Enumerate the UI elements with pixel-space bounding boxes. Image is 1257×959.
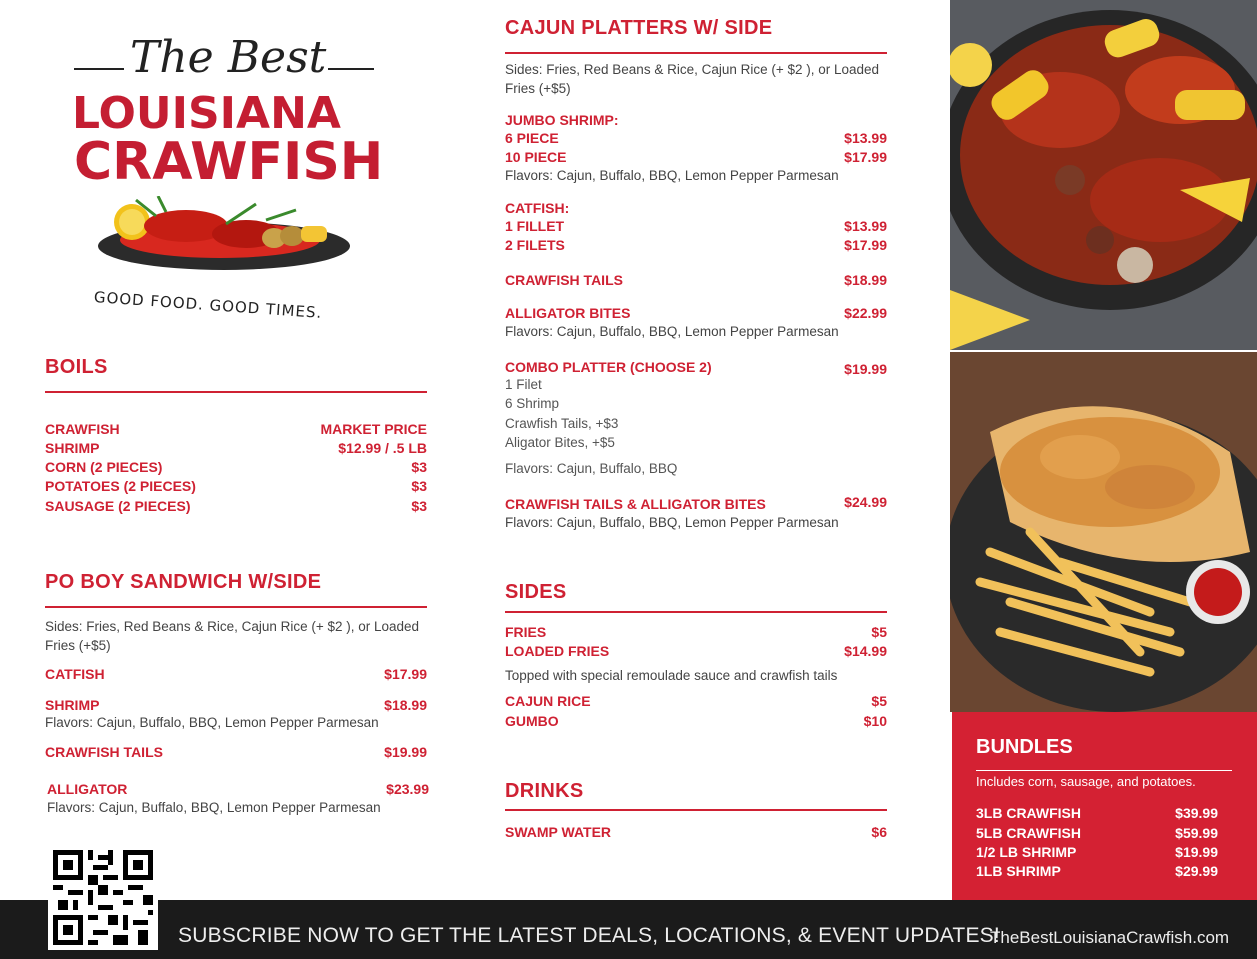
- poboy-item-name: CATFISH: [45, 666, 105, 682]
- bundles-subtitle: Includes corn, sausage, and potatoes.: [976, 774, 1196, 789]
- boils-item-name: CORN (2 PIECES): [45, 459, 163, 475]
- logo-line1: LOUISIANA: [72, 88, 341, 139]
- drinks-rule: [505, 809, 887, 811]
- catfish-row-name: 2 FILETS: [505, 237, 565, 253]
- sides-gumbo-price: $10: [863, 713, 887, 729]
- footer-bar: [0, 900, 1257, 959]
- platter-alligator-name: ALLIGATOR BITES: [505, 305, 631, 321]
- footer-website-link[interactable]: TheBestLouisianaCrawfish.com: [990, 928, 1230, 947]
- platter-crawfish-tails-name: CRAWFISH TAILS: [505, 272, 623, 288]
- poboy-title: PO BOY SANDWICH W/SIDE: [45, 571, 322, 593]
- catfish-row-price: $17.99: [844, 237, 887, 253]
- combo-platter-price: $19.99: [844, 361, 887, 377]
- po-boy-fries-photo: [950, 352, 1257, 712]
- jumbo-row-name: 6 PIECE: [505, 130, 559, 146]
- footer-subscribe-text: SUBSCRIBE NOW TO GET THE LATEST DEALS, LOCATIONS, & EVENT UPDATES!: [178, 924, 1000, 947]
- logo-rule-left: [74, 68, 124, 70]
- bundle-item-name: 5LB CRAWFISH: [976, 825, 1081, 841]
- sides-gumbo-name: GUMBO: [505, 713, 559, 729]
- boils-item-name: SAUSAGE (2 PIECES): [45, 498, 191, 514]
- poboy-item-note: Flavors: Cajun, Buffalo, BBQ, Lemon Pepper Parmesan: [45, 715, 379, 730]
- boils-item-name: CRAWFISH: [45, 421, 120, 437]
- boils-item-name: SHRIMP: [45, 440, 100, 456]
- bundle-item-name: 3LB CRAWFISH: [976, 805, 1081, 821]
- combo-option: 1 Filet: [505, 377, 542, 392]
- boils-item-price: $3: [411, 478, 427, 494]
- platters-sides: Sides: Fries, Red Beans & Rice, Cajun Rice (+ $2 ), or Loaded Fries (+$5): [505, 62, 880, 96]
- sides-fries-price: $5: [871, 624, 887, 640]
- boils-item-price: $3: [411, 459, 427, 475]
- jumbo-shrimp-header: JUMBO SHRIMP:: [505, 112, 619, 128]
- catfish-row-price: $13.99: [844, 218, 887, 234]
- bundles-title: BUNDLES: [976, 736, 1073, 758]
- crawfish-platter-illustration: [96, 196, 352, 278]
- poboy-item-price: $19.99: [384, 744, 427, 760]
- poboy-item-note: Flavors: Cajun, Buffalo, BBQ, Lemon Pepper Parmesan: [47, 800, 381, 815]
- catfish-header: CATFISH:: [505, 200, 570, 216]
- combo-platter-name: COMBO PLATTER (CHOOSE 2): [505, 359, 712, 375]
- jumbo-note: Flavors: Cajun, Buffalo, BBQ, Lemon Pepper Parmesan: [505, 168, 839, 183]
- bundles-panel: [952, 712, 1257, 900]
- logo-tagline: GOOD FOOD. GOOD TIMES.: [93, 288, 323, 322]
- boils-item-price: $12.99 / .5 LB: [338, 440, 427, 456]
- poboy-item-name: SHRIMP: [45, 697, 100, 713]
- sides-loaded-name: LOADED FRIES: [505, 643, 610, 659]
- poboy-item-price: $18.99: [384, 697, 427, 713]
- logo-line2: CRAWFISH: [74, 132, 384, 192]
- jumbo-row-price: $17.99: [844, 149, 887, 165]
- tails-gator-note: Flavors: Cajun, Buffalo, BBQ, Lemon Pepper Parmesan: [505, 515, 839, 530]
- drinks-item-price: $6: [871, 824, 887, 840]
- tails-gator-name: CRAWFISH TAILS & ALLIGATOR BITES: [505, 496, 766, 512]
- sides-rule: [505, 611, 887, 613]
- platter-alligator-price: $22.99: [844, 305, 887, 321]
- bundle-item-price: $29.99: [1175, 863, 1218, 879]
- catfish-row-name: 1 FILLET: [505, 218, 565, 234]
- platters-rule: [505, 52, 887, 54]
- bundle-item-name: 1LB SHRIMP: [976, 863, 1061, 879]
- bundles-rule: [976, 770, 1232, 771]
- poboy-item-price: $17.99: [384, 666, 427, 682]
- jumbo-row-price: $13.99: [844, 130, 887, 146]
- crawfish-boil-photo: [950, 0, 1257, 350]
- sides-rice-name: CAJUN RICE: [505, 693, 591, 709]
- drinks-title: DRINKS: [505, 780, 584, 802]
- boils-item-price: $3: [411, 498, 427, 514]
- poboy-rule: [45, 606, 427, 608]
- platters-title: CAJUN PLATTERS W/ SIDE: [505, 17, 773, 39]
- boils-title: BOILS: [45, 356, 108, 378]
- combo-option: Crawfish Tails, +$3: [505, 416, 619, 431]
- logo-rule-right: [328, 68, 374, 70]
- sides-loaded-price: $14.99: [844, 643, 887, 659]
- sides-fries-name: FRIES: [505, 624, 547, 640]
- sides-title: SIDES: [505, 581, 567, 603]
- poboy-item-name: CRAWFISH TAILS: [45, 744, 163, 760]
- bundle-item-price: $59.99: [1175, 825, 1218, 841]
- bundle-item-name: 1/2 LB SHRIMP: [976, 844, 1077, 860]
- sides-loaded-note: Topped with special remoulade sauce and crawfish tails: [505, 668, 838, 683]
- platter-crawfish-tails-price: $18.99: [844, 272, 887, 288]
- logo-script-text: The Best: [130, 32, 327, 83]
- bundle-item-price: $19.99: [1175, 844, 1218, 860]
- platter-alligator-note: Flavors: Cajun, Buffalo, BBQ, Lemon Pepper Parmesan: [505, 324, 839, 339]
- boils-rule: [45, 391, 427, 393]
- combo-option: 6 Shrimp: [505, 396, 560, 411]
- combo-note: Flavors: Cajun, Buffalo, BBQ: [505, 461, 678, 476]
- boils-item-price: MARKET PRICE: [320, 421, 427, 437]
- jumbo-row-name: 10 PIECE: [505, 149, 567, 165]
- poboy-item-name: ALLIGATOR: [47, 781, 128, 797]
- boils-item-name: POTATOES (2 PIECES): [45, 478, 196, 494]
- drinks-item-name: SWAMP WATER: [505, 824, 612, 840]
- qr-code[interactable]: [48, 845, 158, 950]
- poboy-sides: Sides: Fries, Red Beans & Rice, Cajun Rice (+ $2 ), or Loaded Fries (+$5): [45, 619, 420, 653]
- tails-gator-price: $24.99: [844, 494, 887, 510]
- sides-rice-price: $5: [871, 693, 887, 709]
- bundle-item-price: $39.99: [1175, 805, 1218, 821]
- poboy-item-price: $23.99: [386, 781, 429, 797]
- combo-option: Aligator Bites, +$5: [505, 435, 615, 450]
